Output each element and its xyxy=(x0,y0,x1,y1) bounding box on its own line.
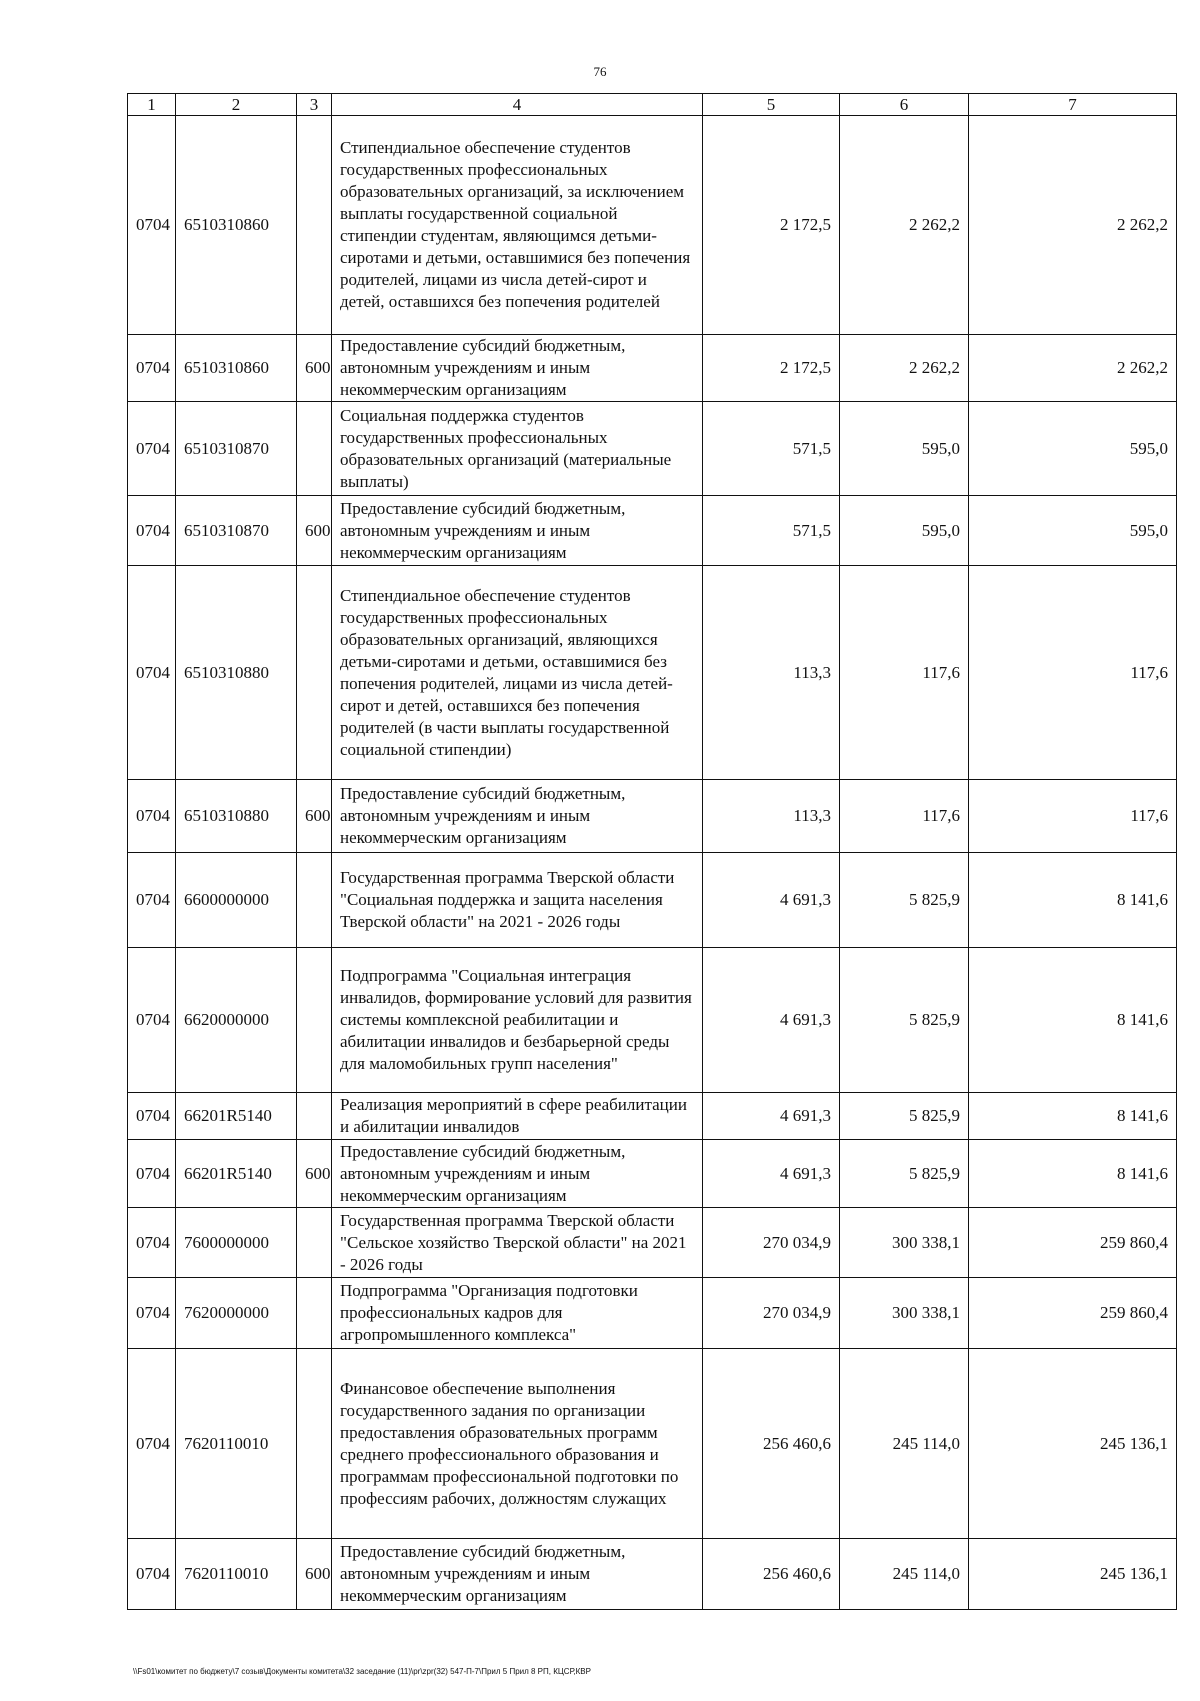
amount-col-7: 595,0 xyxy=(969,496,1177,566)
amount-col-7: 8 141,6 xyxy=(969,853,1177,948)
amount-col-6: 5 825,9 xyxy=(840,1140,969,1208)
header-col-7: 7 xyxy=(969,94,1177,116)
amount-col-6: 117,6 xyxy=(840,780,969,853)
amount-col-7: 595,0 xyxy=(969,402,1177,496)
table-row xyxy=(128,1140,1177,1208)
amount-col-5: 256 460,6 xyxy=(703,1349,840,1539)
section-code: 0704 xyxy=(128,853,176,948)
table-row xyxy=(128,1278,1177,1349)
amount-col-6: 5 825,9 xyxy=(840,948,969,1093)
section-code: 0704 xyxy=(128,1349,176,1539)
description: Финансовое обеспечение выполнения государственного задания по организации предоставления образовательных программ среднего профессионального образования и программам профессиональной подготовки по профессиям рабочих, должностям служащих xyxy=(332,1349,703,1539)
amount-col-7: 2 262,2 xyxy=(969,116,1177,335)
table-row xyxy=(128,1349,1177,1539)
target-code: 6510310870 xyxy=(176,402,297,496)
header-col-2: 2 xyxy=(176,94,297,116)
expense-type: 600 xyxy=(297,1539,332,1610)
amount-col-6: 595,0 xyxy=(840,402,969,496)
description: Государственная программа Тверской области "Сельское хозяйство Тверской области" на 2021 - 2026 годы xyxy=(332,1208,703,1278)
amount-col-7: 245 136,1 xyxy=(969,1539,1177,1610)
amount-col-6: 245 114,0 xyxy=(840,1349,969,1539)
amount-col-7: 245 136,1 xyxy=(969,1349,1177,1539)
header-col-4: 4 xyxy=(332,94,703,116)
amount-col-6: 595,0 xyxy=(840,496,969,566)
budget-table xyxy=(127,93,1177,1610)
amount-col-6: 300 338,1 xyxy=(840,1208,969,1278)
description: Государственная программа Тверской области "Социальная поддержка и защита населения Тверской области" на 2021 - 2026 годы xyxy=(332,853,703,948)
page-number: 76 xyxy=(593,64,607,79)
file-path-footer: \\Fs01\комитет по бюджету\7 созыв\Документы комитета\32 заседание (11)\pr\zpr(32) 547-П-7\Прил 5 Прил 8 РП, КЦСР,КВР xyxy=(133,1667,591,1676)
header-col-5: 5 xyxy=(703,94,840,116)
expense-type: 600 xyxy=(297,335,332,402)
section-code: 0704 xyxy=(128,1539,176,1610)
expense-type xyxy=(297,1349,332,1539)
table-row xyxy=(128,116,1177,335)
amount-col-6: 245 114,0 xyxy=(840,1539,969,1610)
section-code: 0704 xyxy=(128,1093,176,1140)
description: Стипендиальное обеспечение студентов государственных профессиональных образовательных организаций, являющихся детьми-сиротами и детьми, оставшимися без попечения родителей, лицами из числа детей-сирот и детей, оставшихся без попечения родителей (в части выплаты государственной социальной стипендии) xyxy=(332,566,703,780)
table-row xyxy=(128,1208,1177,1278)
section-code: 0704 xyxy=(128,1140,176,1208)
expense-type xyxy=(297,566,332,780)
target-code: 7600000000 xyxy=(176,1208,297,1278)
amount-col-6: 300 338,1 xyxy=(840,1278,969,1349)
expense-type xyxy=(297,1093,332,1140)
amount-col-6: 2 262,2 xyxy=(840,116,969,335)
section-code: 0704 xyxy=(128,335,176,402)
table-row xyxy=(128,566,1177,780)
amount-col-7: 8 141,6 xyxy=(969,1140,1177,1208)
amount-col-6: 117,6 xyxy=(840,566,969,780)
target-code: 66201R5140 xyxy=(176,1140,297,1208)
expense-type: 600 xyxy=(297,780,332,853)
description: Реализация мероприятий в сфере реабилитации и абилитации инвалидов xyxy=(332,1093,703,1140)
amount-col-5: 571,5 xyxy=(703,402,840,496)
section-code: 0704 xyxy=(128,948,176,1093)
expense-type: 600 xyxy=(297,1140,332,1208)
amount-col-5: 270 034,9 xyxy=(703,1278,840,1349)
description: Предоставление субсидий бюджетным, автономным учреждениям и иным некоммерческим организациям xyxy=(332,496,703,566)
expense-type: 600 xyxy=(297,496,332,566)
header-row xyxy=(128,94,1177,116)
expense-type xyxy=(297,1278,332,1349)
table-row xyxy=(128,1539,1177,1610)
amount-col-6: 5 825,9 xyxy=(840,853,969,948)
header-col-3: 3 xyxy=(297,94,332,116)
target-code: 66201R5140 xyxy=(176,1093,297,1140)
amount-col-7: 259 860,4 xyxy=(969,1278,1177,1349)
amount-col-5: 2 172,5 xyxy=(703,335,840,402)
description: Подпрограмма "Социальная интеграция инвалидов, формирование условий для развития системы комплексной реабилитации и абилитации инвалидов и безбарьерной среды для маломобильных групп населения" xyxy=(332,948,703,1093)
target-code: 6510310880 xyxy=(176,566,297,780)
amount-col-5: 571,5 xyxy=(703,496,840,566)
table-row xyxy=(128,1093,1177,1140)
amount-col-7: 117,6 xyxy=(969,780,1177,853)
amount-col-5: 4 691,3 xyxy=(703,853,840,948)
expense-type xyxy=(297,948,332,1093)
target-code: 6510310860 xyxy=(176,335,297,402)
expense-type xyxy=(297,116,332,335)
description: Предоставление субсидий бюджетным, автономным учреждениям и иным некоммерческим организациям xyxy=(332,1140,703,1208)
amount-col-7: 8 141,6 xyxy=(969,948,1177,1093)
description: Предоставление субсидий бюджетным, автономным учреждениям и иным некоммерческим организациям xyxy=(332,1539,703,1610)
amount-col-5: 113,3 xyxy=(703,566,840,780)
table-row xyxy=(128,948,1177,1093)
target-code: 6510310860 xyxy=(176,116,297,335)
header-col-6: 6 xyxy=(840,94,969,116)
expense-type xyxy=(297,402,332,496)
amount-col-5: 4 691,3 xyxy=(703,948,840,1093)
description: Предоставление субсидий бюджетным, автономным учреждениям и иным некоммерческим организациям xyxy=(332,335,703,402)
target-code: 6510310870 xyxy=(176,496,297,566)
target-code: 7620000000 xyxy=(176,1278,297,1349)
amount-col-7: 259 860,4 xyxy=(969,1208,1177,1278)
amount-col-5: 113,3 xyxy=(703,780,840,853)
section-code: 0704 xyxy=(128,496,176,566)
section-code: 0704 xyxy=(128,116,176,335)
table-row xyxy=(128,780,1177,853)
section-code: 0704 xyxy=(128,1208,176,1278)
description: Предоставление субсидий бюджетным, автономным учреждениям и иным некоммерческим организациям xyxy=(332,780,703,853)
expense-type xyxy=(297,853,332,948)
target-code: 6620000000 xyxy=(176,948,297,1093)
description: Социальная поддержка студентов государственных профессиональных образовательных организаций (материальные выплаты) xyxy=(332,402,703,496)
amount-col-6: 5 825,9 xyxy=(840,1093,969,1140)
table-row xyxy=(128,402,1177,496)
table-row xyxy=(128,496,1177,566)
table-row xyxy=(128,853,1177,948)
header-col-1: 1 xyxy=(128,94,176,116)
amount-col-6: 2 262,2 xyxy=(840,335,969,402)
target-code: 6510310880 xyxy=(176,780,297,853)
section-code: 0704 xyxy=(128,402,176,496)
target-code: 6600000000 xyxy=(176,853,297,948)
section-code: 0704 xyxy=(128,566,176,780)
amount-col-7: 8 141,6 xyxy=(969,1093,1177,1140)
section-code: 0704 xyxy=(128,1278,176,1349)
expense-type xyxy=(297,1208,332,1278)
amount-col-7: 117,6 xyxy=(969,566,1177,780)
table-row xyxy=(128,335,1177,402)
target-code: 7620110010 xyxy=(176,1539,297,1610)
target-code: 7620110010 xyxy=(176,1349,297,1539)
amount-col-5: 256 460,6 xyxy=(703,1539,840,1610)
section-code: 0704 xyxy=(128,780,176,853)
amount-col-7: 2 262,2 xyxy=(969,335,1177,402)
description: Стипендиальное обеспечение студентов государственных профессиональных образовательных организаций, за исключением выплаты государственной социальной стипендии студентам, являющимся детьми-сиротами и детьми, оставшимися без попечения родителей, лицами из числа детей-сирот и детей, оставшихся без попечения родителей xyxy=(332,116,703,335)
amount-col-5: 270 034,9 xyxy=(703,1208,840,1278)
description: Подпрограмма "Организация подготовки профессиональных кадров для агропромышленного комплекса" xyxy=(332,1278,703,1349)
amount-col-5: 2 172,5 xyxy=(703,116,840,335)
amount-col-5: 4 691,3 xyxy=(703,1140,840,1208)
amount-col-5: 4 691,3 xyxy=(703,1093,840,1140)
